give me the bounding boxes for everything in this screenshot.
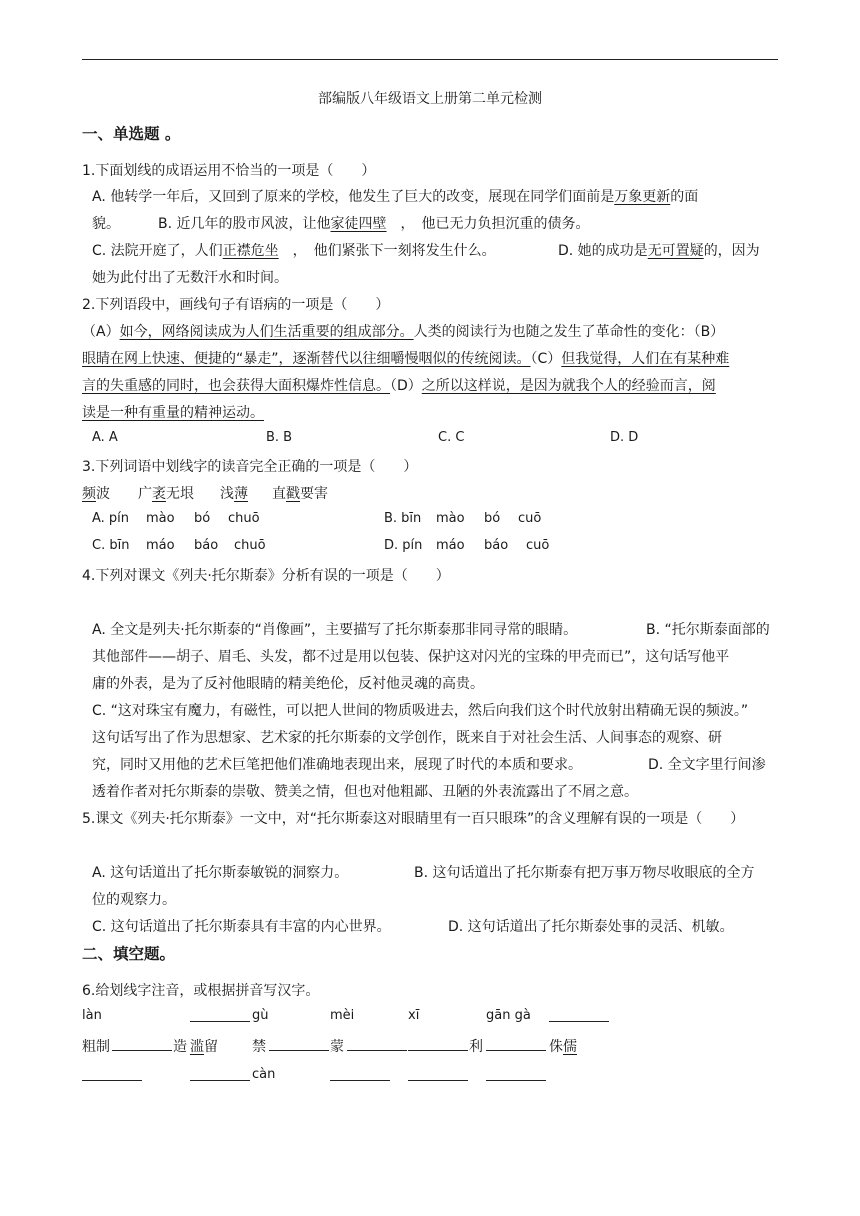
answer-blank[interactable] bbox=[269, 1036, 329, 1055]
option-b-text: B. 近几年的股市风波，让他 bbox=[158, 216, 331, 232]
question-6-stem: 6.给划线字注音，或根据拼音写汉字。 bbox=[82, 983, 320, 999]
answer-blank[interactable] bbox=[408, 1036, 468, 1055]
word-text: 波 bbox=[96, 486, 110, 502]
pinyin: B. bīn bbox=[384, 511, 422, 526]
option-b-text-end: ， 他已无力负担沉重的债务。 bbox=[386, 216, 590, 232]
question-2-option-d: D. D bbox=[610, 430, 639, 445]
question-2-option-c: C. C bbox=[438, 430, 465, 445]
word-text: 浅 bbox=[220, 486, 234, 502]
answer-blank[interactable] bbox=[408, 1066, 468, 1085]
answer-blank[interactable] bbox=[486, 1066, 546, 1085]
word-cuzhi: 粗制 bbox=[82, 1039, 110, 1055]
pinyin: C. bīn bbox=[92, 538, 130, 553]
option-d-text: D. 她的成功是 bbox=[558, 243, 648, 259]
underlined-sentence-a: 如今，网络阅读成为人们生活重要的组成部分。 bbox=[119, 324, 414, 340]
question-5-option-b-cont: 位的观察力。 bbox=[92, 892, 176, 908]
word-jin: 禁 bbox=[252, 1039, 266, 1055]
pinyin-ganga: gān gà bbox=[486, 1008, 531, 1023]
answer-blank[interactable] bbox=[82, 1066, 142, 1085]
word-text: 侏 bbox=[549, 1039, 563, 1055]
pinyin: D. pín bbox=[384, 538, 423, 553]
underlined-sentence-d: 之所以这样说，是因为就我个人的经验而言，阅 bbox=[421, 378, 716, 394]
word-zao: 造 bbox=[173, 1039, 187, 1055]
answer-blank[interactable] bbox=[112, 1036, 172, 1055]
pinyin: báo bbox=[194, 538, 219, 553]
question-2-passage-line-2 bbox=[82, 348, 729, 368]
label-c: （C） bbox=[530, 351, 562, 367]
question-2-passage-line-3 bbox=[82, 375, 716, 395]
underlined-char: 薄 bbox=[234, 486, 248, 502]
answer-blank[interactable] bbox=[330, 1066, 390, 1085]
question-5-option-c: C. 这句话道出了托尔斯泰具有丰富的内心世界。 bbox=[92, 919, 391, 935]
word-li: 利 bbox=[469, 1039, 483, 1055]
question-1-option-a-cont: 貌。 bbox=[92, 216, 120, 232]
question-3-word-3 bbox=[220, 483, 248, 503]
question-1-stem: 1.下面划线的成语运用不恰当的一项是（ ） bbox=[82, 163, 376, 179]
answer-blank[interactable] bbox=[190, 1066, 250, 1085]
option-a-text: A. 他转学一年后，又回到了原来的学校，他发生了巨大的改变，展现在同学们面前是 bbox=[92, 189, 615, 205]
question-5-stem: 5.课文《列夫·托尔斯泰》一文中，对“托尔斯泰这对眼睛里有一百只眼珠”的含义理解有误的一项是（ ） bbox=[82, 811, 745, 827]
label-d: （D） bbox=[390, 378, 422, 394]
header-rule bbox=[82, 59, 778, 60]
question-1-option-a bbox=[92, 186, 698, 206]
word-text: 广 bbox=[138, 486, 152, 502]
underlined-char: 戳 bbox=[286, 486, 300, 502]
word-text: 留 bbox=[204, 1039, 218, 1055]
pinyin: máo bbox=[146, 538, 175, 553]
pinyin: mào bbox=[436, 511, 465, 526]
pinyin: máo bbox=[436, 538, 465, 553]
underlined-sentence-c-cont: 言的失重感的同时，也会获得大面积爆炸性信息。 bbox=[82, 378, 390, 394]
pinyin: A. pín bbox=[92, 511, 130, 526]
pinyin-gu: gù bbox=[252, 1008, 269, 1023]
question-4-option-d: D. 全文字里行间渗 bbox=[648, 757, 766, 773]
underlined-idiom: 无可置疑 bbox=[647, 243, 704, 259]
question-3-word-4 bbox=[272, 483, 328, 503]
question-2-stem: 2.下列语段中，画线句子有语病的一项是（ ） bbox=[82, 297, 390, 313]
question-1-option-d bbox=[558, 240, 760, 260]
underlined-sentence-d-cont: 读是一种有重量的精神运动。 bbox=[82, 405, 264, 421]
question-4-option-c-cont: 这句话写出了作为思想家、艺术家的托尔斯泰的文学创作，既来自于对社会生活、人间事态的观察、研 bbox=[92, 730, 722, 746]
underlined-char: 儒 bbox=[563, 1039, 577, 1055]
question-4-option-c: C. “这对珠宝有魔力，有磁性，可以把人世间的物质吸进去，然后向我们这个时代放射出精确无误的频波。” bbox=[92, 703, 749, 719]
question-4-stem: 4.下列对课文《列夫·托尔斯泰》分析有误的一项是（ ） bbox=[82, 568, 450, 584]
pinyin: chuō bbox=[234, 538, 266, 553]
question-4-option-c-cont-2: 究，同时又用他的艺术巨笔把他们准确地表现出来，展现了时代的本质和要求。 bbox=[92, 757, 582, 773]
pinyin: bó bbox=[484, 511, 501, 526]
pinyin: cuō bbox=[518, 511, 542, 526]
pinyin: mào bbox=[146, 511, 175, 526]
section-heading-fill-in: 二、填空题。 bbox=[82, 945, 176, 963]
question-3-word-1 bbox=[82, 483, 110, 503]
question-5-option-d: D. 这句话道出了托尔斯泰处事的灵活、机敏。 bbox=[448, 919, 734, 935]
underlined-char: 滥 bbox=[190, 1039, 204, 1055]
answer-blank[interactable] bbox=[347, 1036, 407, 1055]
question-4-option-b-cont: 其他部件——胡子、眉毛、头发，都不过是用以包装、保护这对闪光的宝珠的甲壳而已”，这句话写他平 bbox=[92, 649, 730, 665]
question-2-passage-line-4 bbox=[82, 402, 264, 422]
question-2-option-a: A. A bbox=[92, 430, 118, 445]
pinyin-xi: xī bbox=[408, 1008, 420, 1023]
question-2-option-b: B. B bbox=[266, 430, 293, 445]
underlined-idiom: 万象更新 bbox=[614, 189, 671, 205]
passage-text: 人类的阅读行为也随之发生了革命性的变化：（B） bbox=[413, 324, 725, 340]
option-a-text-end: 的面 bbox=[670, 189, 699, 205]
option-c-text-end: ， 他们紧张下一刻将发生什么。 bbox=[278, 243, 496, 259]
option-d-text-end: 的，因为 bbox=[703, 243, 760, 259]
section-heading-single-choice: 一、单选题 。 bbox=[82, 125, 181, 143]
underlined-idiom: 家徒四壁 bbox=[330, 216, 387, 232]
option-c-text: C. 法院开庭了，人们 bbox=[92, 243, 223, 259]
question-2-passage-line-1 bbox=[82, 321, 724, 341]
question-4-option-b-cont-2: 庸的外表，是为了反衬他眼睛的精美绝伦，反衬他灵魂的高贵。 bbox=[92, 676, 484, 692]
page-title: 部编版八年级语文上册第二单元检测 bbox=[318, 91, 542, 107]
word-meng: 蒙 bbox=[330, 1039, 344, 1055]
answer-blank[interactable] bbox=[549, 1007, 609, 1026]
pinyin-mei: mèi bbox=[330, 1008, 355, 1023]
question-4-option-d-cont: 透着作者对托尔斯泰的崇敬、赞美之情，但也对他粗鄙、丑陋的外表流露出了不屑之意。 bbox=[92, 784, 638, 800]
underlined-idiom: 正襟危坐 bbox=[222, 243, 279, 259]
question-1-option-b bbox=[158, 213, 590, 233]
pinyin: cuō bbox=[526, 538, 550, 553]
answer-blank[interactable] bbox=[486, 1036, 546, 1055]
question-4-option-a: A. 全文是列夫·托尔斯泰的“肖像画”，主要描写了托尔斯泰那非同寻常的眼睛。 bbox=[92, 622, 578, 638]
question-3-word-2 bbox=[138, 483, 194, 503]
underlined-char: 频 bbox=[82, 486, 96, 502]
question-5-option-b: B. 这句话道出了托尔斯泰有把万事万物尽收眼底的全方 bbox=[414, 865, 755, 881]
pinyin: bó bbox=[194, 511, 211, 526]
underlined-sentence-b: 眼睛在网上快速、便捷的“暴走”，逐渐替代以往细嚼慢咽似的传统阅读。 bbox=[82, 351, 531, 367]
answer-blank[interactable] bbox=[190, 1007, 250, 1026]
pinyin-can: càn bbox=[252, 1067, 276, 1082]
underlined-char: 袤 bbox=[152, 486, 166, 502]
question-4-option-b: B. “托尔斯泰面部的 bbox=[646, 622, 770, 638]
pinyin-lan: làn bbox=[82, 1008, 102, 1023]
word-text: 无垠 bbox=[166, 486, 194, 502]
question-3-stem: 3.下列词语中划线字的读音完全正确的一项是（ ） bbox=[82, 459, 418, 475]
question-1-option-c bbox=[92, 240, 496, 260]
question-1-option-d-cont: 她为此付出了无数汗水和时间。 bbox=[92, 270, 288, 286]
word-zhiliu bbox=[190, 1036, 218, 1056]
pinyin: báo bbox=[484, 538, 509, 553]
question-5-option-a: A. 这句话道出了托尔斯泰敏锐的洞察力。 bbox=[92, 865, 349, 881]
word-text: 直 bbox=[272, 486, 286, 502]
label-a: （A） bbox=[82, 324, 120, 340]
underlined-sentence-c: 但我觉得，人们在有某种难 bbox=[561, 351, 730, 367]
word-zhuru bbox=[549, 1036, 577, 1056]
word-text: 要害 bbox=[300, 486, 328, 502]
pinyin: chuō bbox=[228, 511, 260, 526]
